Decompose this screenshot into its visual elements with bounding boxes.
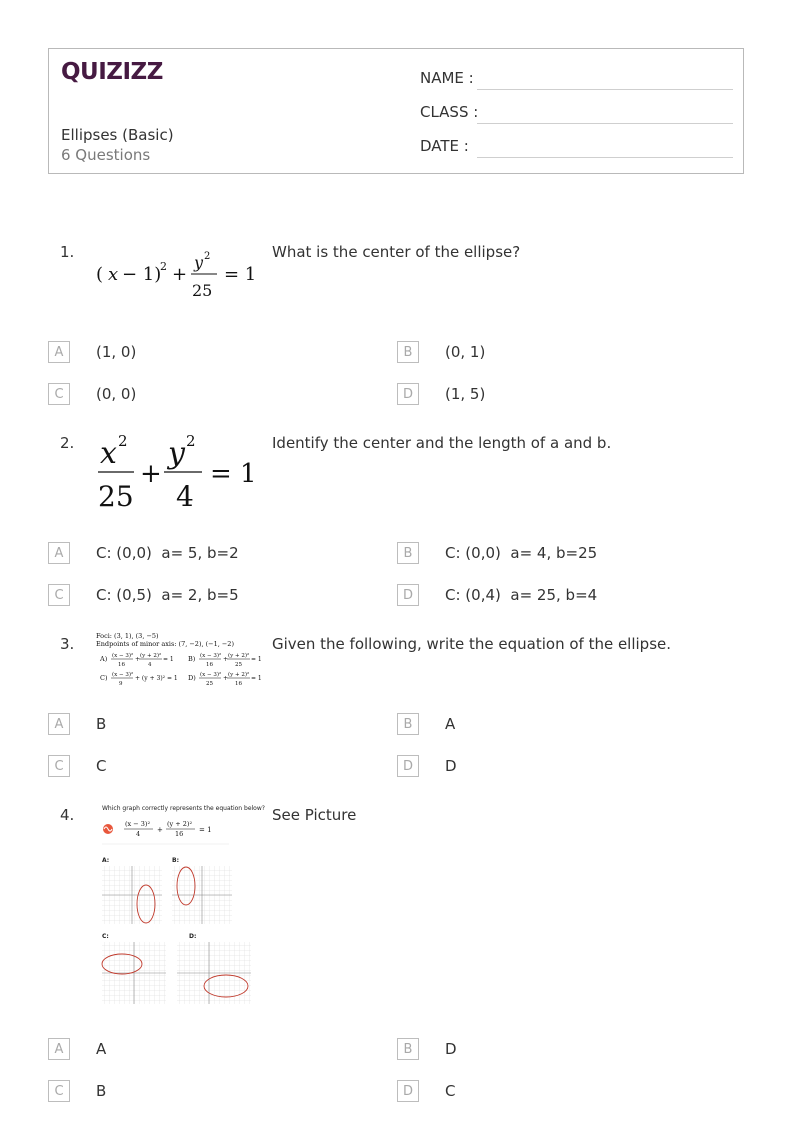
svg-text:25: 25 xyxy=(192,281,213,300)
svg-text:x: x xyxy=(108,264,119,285)
image-line-2: Endpoints of minor axis: (7, −2), (−1, −2) xyxy=(96,640,234,648)
svg-text:9: 9 xyxy=(119,681,123,687)
svg-text:+: + xyxy=(223,656,229,663)
option-text: C: (0,0) a= 4, b=25 xyxy=(445,544,598,562)
svg-text:2: 2 xyxy=(160,260,167,273)
option-letter[interactable]: B xyxy=(397,1038,419,1060)
option-text: D xyxy=(445,1040,457,1058)
option-text: A xyxy=(96,1040,107,1058)
image-caption: Which graph correctly represents the equation below? xyxy=(102,805,265,812)
svg-text:4: 4 xyxy=(148,662,152,668)
option-letter[interactable]: D xyxy=(397,755,419,777)
option-text: C: (0,5) a= 2, b=5 xyxy=(96,586,239,604)
option-letter[interactable]: B xyxy=(397,542,419,564)
option-text: C xyxy=(96,757,107,775)
svg-text:B): B) xyxy=(188,655,196,663)
question-number: 1. xyxy=(60,243,75,261)
svg-text:16: 16 xyxy=(118,662,125,668)
option-letter[interactable]: C xyxy=(48,584,70,606)
svg-text:+ (y + 3)² = 1: + (y + 3)² = 1 xyxy=(135,675,178,682)
option-text: D xyxy=(445,757,457,775)
option-letter[interactable]: A xyxy=(48,1038,70,1060)
option-letter[interactable]: A xyxy=(48,341,70,363)
option-text: A xyxy=(445,715,456,733)
option-text: C xyxy=(445,1082,456,1100)
equation-choices-image xyxy=(96,630,262,688)
svg-text:2: 2 xyxy=(118,432,128,450)
svg-text:16: 16 xyxy=(175,830,184,838)
name-line xyxy=(477,89,733,90)
option-letter[interactable]: C xyxy=(48,755,70,777)
svg-text:25: 25 xyxy=(235,662,242,668)
svg-text:(x − 3)²: (x − 3)² xyxy=(200,672,222,678)
question-text: Identify the center and the length of a and b. xyxy=(272,434,612,452)
svg-text:(y + 2)²: (y + 2)² xyxy=(167,820,193,828)
svg-text:25: 25 xyxy=(206,681,213,687)
svg-text:(y + 2)²: (y + 2)² xyxy=(228,672,250,678)
svg-text:C:: C: xyxy=(102,933,109,940)
svg-text:+: + xyxy=(223,675,229,682)
date-label: DATE : xyxy=(420,137,469,155)
option-letter[interactable]: D xyxy=(397,1080,419,1102)
image-line-1: Foci: (3, 1), (3, −5) xyxy=(96,632,159,640)
svg-text:25: 25 xyxy=(98,480,134,513)
date-line xyxy=(477,157,733,158)
svg-text:= 1: = 1 xyxy=(224,264,257,285)
question-text: See Picture xyxy=(272,806,357,824)
svg-text:4: 4 xyxy=(136,830,141,838)
question-count: 6 Questions xyxy=(61,146,151,164)
option-letter[interactable]: D xyxy=(397,584,419,606)
question-number: 4. xyxy=(60,806,75,824)
svg-text:(y + 2)²: (y + 2)² xyxy=(140,653,162,659)
svg-text:(: ( xyxy=(96,264,104,285)
option-text: C: (0,0) a= 5, b=2 xyxy=(96,544,239,562)
option-letter[interactable]: A xyxy=(48,542,70,564)
svg-text:D): D) xyxy=(188,674,196,682)
option-text: (0, 1) xyxy=(445,343,486,361)
svg-text:D:: D: xyxy=(189,933,197,940)
graph-choices-image xyxy=(99,800,265,1010)
svg-text:C): C) xyxy=(100,674,108,682)
question-number: 3. xyxy=(60,635,75,653)
svg-text:(x − 3)²: (x − 3)² xyxy=(200,653,222,659)
question-text: Given the following, write the equation of the ellipse. xyxy=(272,635,672,653)
class-line xyxy=(477,123,733,124)
option-text: B xyxy=(96,715,107,733)
svg-text:(x − 3)²: (x − 3)² xyxy=(125,820,151,828)
svg-text:= 1: = 1 xyxy=(163,656,174,663)
svg-text:4: 4 xyxy=(176,480,194,513)
equation-image xyxy=(96,244,256,304)
equation-image xyxy=(96,428,256,514)
svg-text:− 1): − 1) xyxy=(122,264,162,285)
svg-text:= 1: = 1 xyxy=(251,656,262,663)
option-letter[interactable]: D xyxy=(397,383,419,405)
svg-text:+: + xyxy=(140,459,162,489)
worksheet-header xyxy=(48,48,744,174)
option-text: B xyxy=(96,1082,107,1100)
svg-text:+: + xyxy=(172,264,188,285)
svg-text:= 1: = 1 xyxy=(210,459,257,489)
name-label: NAME : xyxy=(420,69,474,87)
option-text: (1, 0) xyxy=(96,343,137,361)
svg-text:x: x xyxy=(100,436,117,471)
option-letter[interactable]: B xyxy=(397,713,419,735)
option-letter[interactable]: C xyxy=(48,1080,70,1102)
question-text: What is the center of the ellipse? xyxy=(272,243,521,261)
svg-text:(x − 3)²: (x − 3)² xyxy=(112,672,134,678)
svg-text:16: 16 xyxy=(206,662,213,668)
svg-text:2: 2 xyxy=(186,432,196,450)
svg-text:= 1: = 1 xyxy=(199,826,212,834)
worksheet-title: Ellipses (Basic) xyxy=(61,126,174,144)
option-text: (0, 0) xyxy=(96,385,137,403)
svg-text:+: + xyxy=(135,656,141,663)
svg-text:y: y xyxy=(168,436,185,471)
option-letter[interactable]: B xyxy=(397,341,419,363)
svg-text:B:: B: xyxy=(172,857,179,864)
svg-text:2: 2 xyxy=(204,251,211,262)
quizizz-logo: QUIZIZZ xyxy=(61,59,163,85)
option-letter[interactable]: C xyxy=(48,383,70,405)
svg-text:A:: A: xyxy=(102,857,110,864)
svg-text:A): A) xyxy=(100,655,108,663)
svg-text:16: 16 xyxy=(235,681,242,687)
svg-text:= 1: = 1 xyxy=(251,675,262,682)
option-letter[interactable]: A xyxy=(48,713,70,735)
option-text: C: (0,4) a= 25, b=4 xyxy=(445,586,598,604)
svg-text:+: + xyxy=(157,826,163,834)
question-number: 2. xyxy=(60,434,75,452)
svg-text:(y + 2)²: (y + 2)² xyxy=(228,653,250,659)
class-label: CLASS : xyxy=(420,103,479,121)
svg-text:(x − 3)²: (x − 3)² xyxy=(112,653,134,659)
svg-text:y: y xyxy=(194,253,204,272)
option-text: (1, 5) xyxy=(445,385,486,403)
